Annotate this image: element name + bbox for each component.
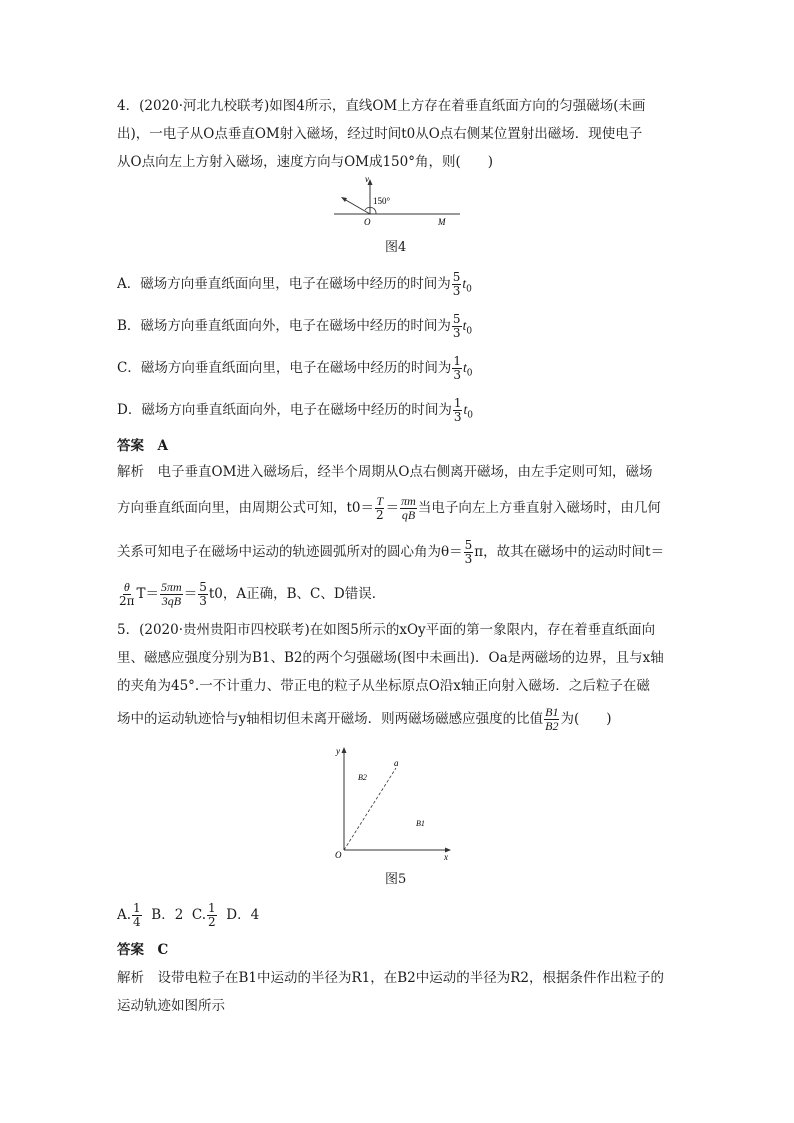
velocity-arrow xyxy=(344,199,370,214)
figure-5 xyxy=(332,744,460,862)
q4-analysis-4: $\frac{\theta}{2\pi}$ T＝ $\frac{5\pi m}{3qB}$ ＝ $\frac{5}{3}$ t0，A正确，B、C、D错误． xyxy=(119,580,386,608)
a-label: a xyxy=(394,758,399,768)
o-label: O xyxy=(364,217,371,227)
q5-options: A. $\frac{1}{4}$ B．2 C. $\frac{1}{2}$ D．4 xyxy=(117,901,260,929)
figure-4-caption: 图4 xyxy=(385,240,407,255)
b2-label: B2 xyxy=(358,773,367,782)
q4-analysis-1: 解析 电子垂直OM进入磁场后，经半个周期从O点右侧离开磁场，由左手定则可知，磁场 xyxy=(117,464,653,480)
q5-analysis-2: 运动轨迹如图所示 xyxy=(117,998,225,1014)
q4-analysis-2: 方向垂直纸面向里，由周期公式可知，t0＝ $\frac{T}{2}$ ＝ $\frac{\pi m}{qB}$ 当电子向左上方垂直射入磁场时，由几何 xyxy=(117,494,661,522)
option-d: D．磁场方向垂直纸面向外，电子在磁场中经历的时间为 $\frac{1}{3}$ $t_0$ xyxy=(117,396,473,424)
m-label: M xyxy=(438,217,446,227)
q4-line-2: 出)，一电子从O点垂直OM射入磁场，经过时间t0从O点右侧某位置射出磁场．现使电子 xyxy=(117,126,643,142)
angle-label: 150° xyxy=(373,196,391,206)
y-label: y xyxy=(336,746,340,756)
q5-answer: 答案 C xyxy=(117,942,169,958)
option-c: C．磁场方向垂直纸面向里，电子在磁场中经历的时间为 $\frac{1}{3}$ $t_0$ xyxy=(117,354,473,382)
q4-line-1: 4．(2020·河北九校联考)如图4所示，直线OM上方存在着垂直纸面方向的匀强磁场(未画 xyxy=(117,98,646,114)
q5-line-4: 场中的运动轨迹恰与y轴相切但未离开磁场．则两磁场磁感应强度的比值 $\frac{B1}{B2}$ 为( ) xyxy=(117,705,612,733)
x-label: x xyxy=(444,852,448,862)
boundary-oa xyxy=(344,768,396,850)
option-a: A．磁场方向垂直纸面向里，电子在磁场中经历的时间为 $\frac{5}{3}$ $t_0$ xyxy=(117,270,472,298)
q5-line-1: 5．(2020·贵州贵阳市四校联考)在如图5所示的xOy平面的第一象限内，存在着垂直纸面向 xyxy=(117,622,656,638)
b1-label: B1 xyxy=(416,819,425,828)
v-label: v xyxy=(365,174,369,184)
q5-line-2: 里、磁感应强度分别为B1、B2的两个匀强磁场(图中未画出)．Oa是两磁场的边界，且与x轴 xyxy=(117,650,664,666)
q4-answer: 答案 A xyxy=(117,438,168,454)
figure-5-caption: 图5 xyxy=(385,872,407,887)
q5-line-3: 的夹角为45°.一不计重力、带正电的粒子从坐标原点O沿x轴正向射入磁场．之后粒子在磁 xyxy=(117,678,650,694)
angle-arc xyxy=(365,207,376,214)
q4-line-3: 从O点向左上方射入磁场，速度方向与OM成150°角，则( ) xyxy=(117,154,494,170)
origin-label: O xyxy=(335,850,342,860)
option-b: B．磁场方向垂直纸面向外，电子在磁场中经历的时间为 $\frac{5}{3}$ $t_0$ xyxy=(117,312,473,340)
q4-analysis-3: 关系可知电子在磁场中运动的轨迹圆弧所对的圆心角为θ＝ $\frac{5}{3}$ π，故其在磁场中的运动时间t＝ xyxy=(117,538,665,566)
figure-4 xyxy=(330,172,465,232)
q5-analysis-1: 解析 设带电粒子在B1中运动的半径为R1，在B2中运动的半径为R2，根据条件作出粒子的 xyxy=(117,970,665,986)
